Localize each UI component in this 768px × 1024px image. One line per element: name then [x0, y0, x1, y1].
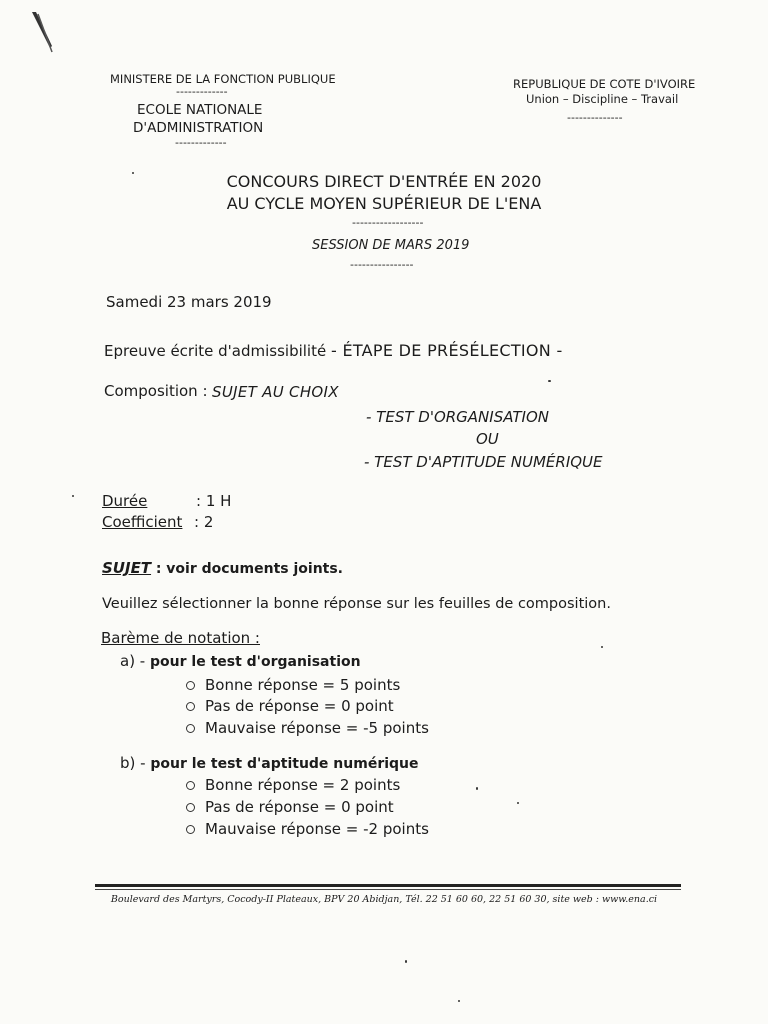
- duree-value: : 1 H: [196, 492, 232, 510]
- bullet-icon: [186, 681, 195, 690]
- scan-speck: [601, 646, 603, 648]
- footer-rule-thin: [95, 889, 681, 890]
- epreuve-value: - ÉTAPE DE PRÉSÉLECTION -: [330, 341, 563, 360]
- composition-or: OU: [476, 430, 499, 448]
- bareme-b-heading: [120, 754, 419, 772]
- scan-speck: [72, 495, 74, 497]
- composition-option-2: - TEST D'APTITUDE NUMÉRIQUE: [364, 453, 603, 471]
- epreuve-line: [104, 341, 563, 360]
- bareme-b-title: pour le test d'aptitude numérique: [150, 756, 419, 772]
- bareme-b-item-2: Pas de réponse = 0 point: [186, 798, 394, 816]
- scan-speck: [132, 172, 134, 174]
- exam-date: Samedi 23 mars 2019: [106, 293, 272, 311]
- bareme-b-marker: b) -: [120, 754, 146, 772]
- bareme-a-item-1: Bonne réponse = 5 points: [186, 676, 400, 694]
- sujet-value: : voir documents joints.: [155, 561, 344, 577]
- footer-rule-thick: [95, 884, 681, 887]
- bareme-a-marker: a) -: [120, 652, 146, 670]
- bullet-icon: [186, 702, 195, 711]
- scan-speck: [476, 787, 478, 790]
- sujet-line: [102, 559, 343, 577]
- scan-speck: [458, 1000, 460, 1002]
- school-name-line-2: D'ADMINISTRATION: [133, 120, 264, 136]
- bareme-label: Barème de notation :: [101, 629, 260, 647]
- duree-label: Durée: [102, 492, 148, 510]
- ministry-name: MINISTERE DE LA FONCTION PUBLIQUE: [110, 72, 336, 86]
- composition-option-1: - TEST D'ORGANISATION: [366, 408, 550, 426]
- epreuve-label: Epreuve écrite d'admissibilité: [104, 342, 327, 360]
- coefficient-label: Coefficient: [102, 513, 183, 531]
- country-motto: Union – Discipline – Travail: [526, 92, 679, 106]
- header-left-dash-2: -------------: [175, 136, 227, 149]
- sujet-label: SUJET: [102, 559, 152, 577]
- bullet-icon: [186, 803, 195, 812]
- title-dash-2: ----------------: [350, 258, 414, 271]
- header-right-dash: --------------: [567, 111, 623, 124]
- school-name-line-1: ECOLE NATIONALE: [137, 102, 263, 118]
- instruction-text: Veuillez sélectionner la bonne réponse sur les feuilles de composition.: [102, 596, 611, 612]
- scan-speck: [517, 802, 519, 804]
- bareme-a-item-2: Pas de réponse = 0 point: [186, 697, 394, 715]
- staple-mark: [30, 10, 54, 55]
- country-name: REPUBLIQUE DE COTE D'IVOIRE: [513, 77, 696, 91]
- bareme-b-item-1: Bonne réponse = 2 points: [186, 776, 400, 794]
- bullet-icon: [186, 724, 195, 733]
- bareme-b-item-3: Mauvaise réponse = -2 points: [186, 820, 429, 838]
- bareme-a-item-3: Mauvaise réponse = -5 points: [186, 719, 429, 737]
- bullet-icon: [186, 781, 195, 790]
- session-label: SESSION DE MARS 2019: [312, 238, 470, 253]
- coefficient-value: : 2: [194, 513, 214, 531]
- composition-subject: SUJET AU CHOIX: [212, 383, 339, 401]
- footer-address: Boulevard des Martyrs, Cocody-II Plateaux, BPV 20 Abidjan, Tél. 22 51 60 60, 22 51 60 30, site web : www.ena.ci: [110, 894, 658, 905]
- bareme-a-title: pour le test d'organisation: [150, 654, 361, 670]
- title-dash-1: ------------------: [352, 216, 424, 229]
- bullet-icon: [186, 825, 195, 834]
- bareme-a-heading: [120, 652, 361, 670]
- scan-speck: [405, 960, 407, 963]
- exam-title-line-1: CONCOURS DIRECT D'ENTRÉE EN 2020: [226, 172, 542, 191]
- exam-title-line-2: AU CYCLE MOYEN SUPÉRIEUR DE L'ENA: [226, 194, 542, 213]
- scan-speck: [548, 380, 551, 382]
- composition-label: Composition :: [104, 382, 208, 400]
- header-left-dash-1: -------------: [176, 85, 228, 98]
